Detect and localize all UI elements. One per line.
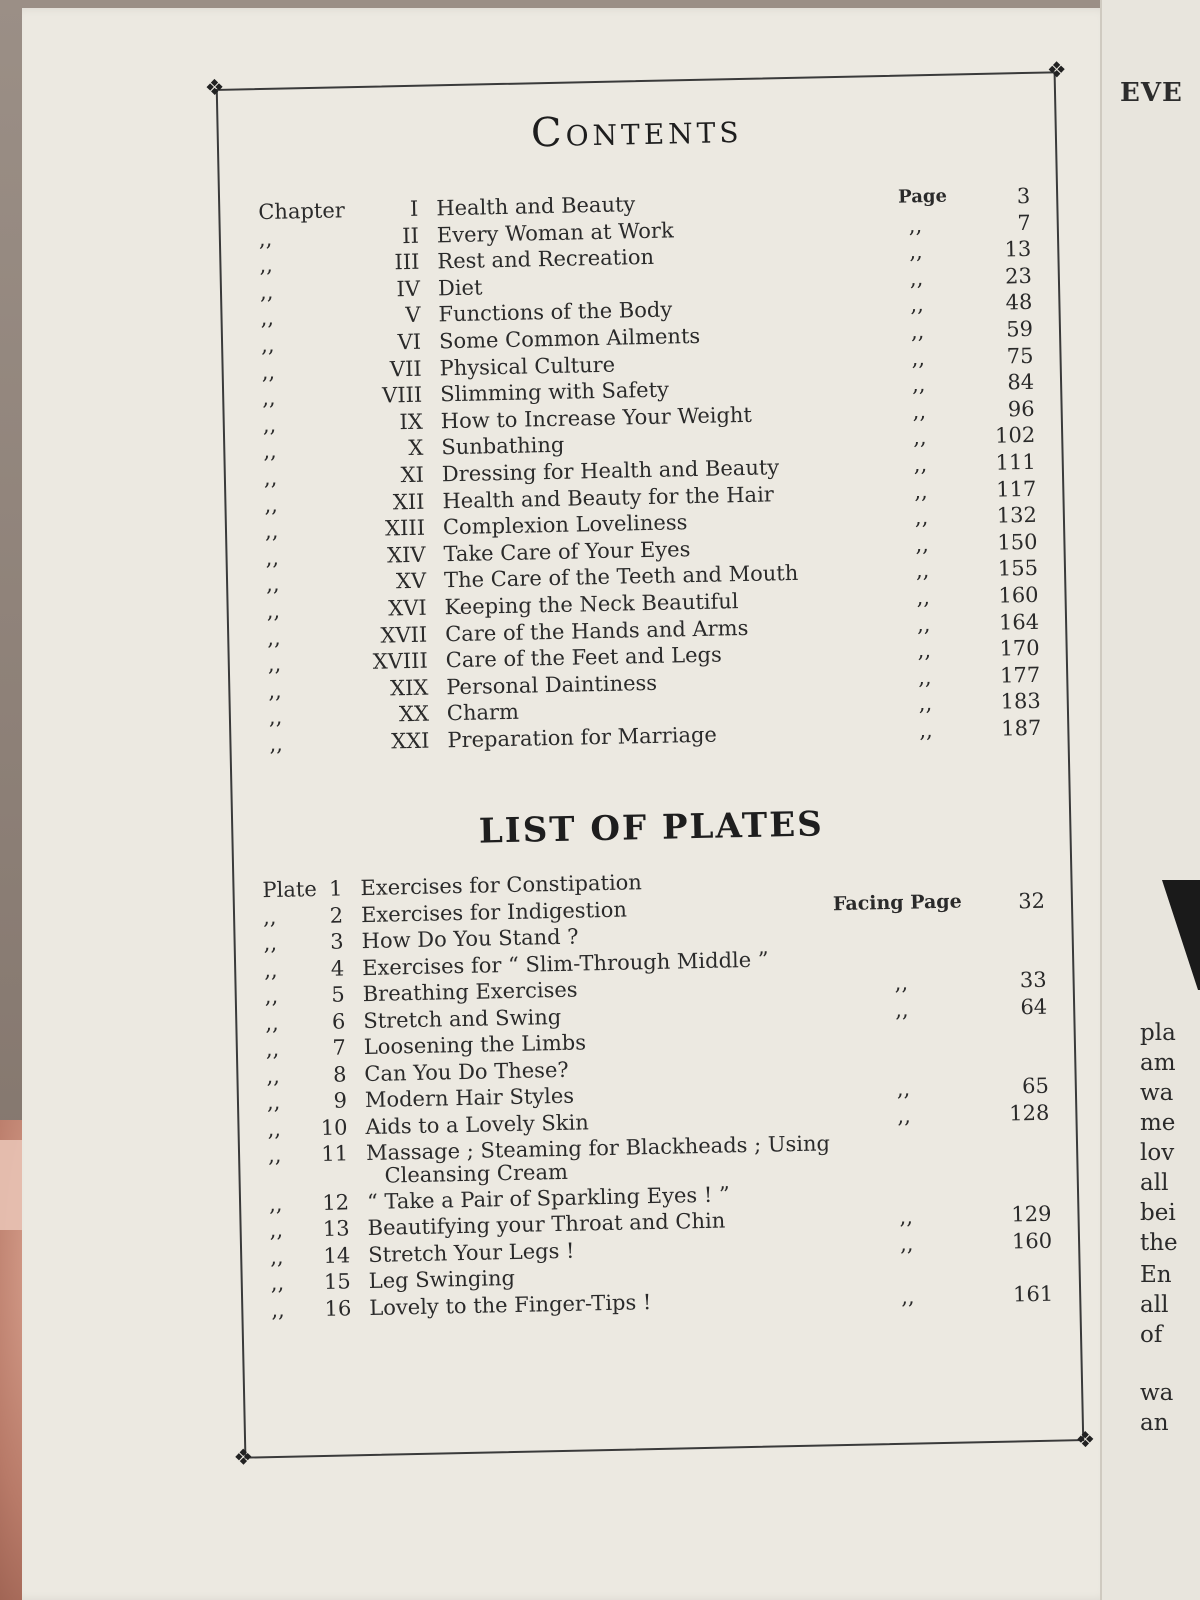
plate-number: 3 xyxy=(330,929,344,954)
ditto-mark: ,, xyxy=(909,239,923,264)
plate-number: 1 xyxy=(328,876,343,901)
facing-page-text: the xyxy=(1140,1230,1178,1256)
plate-page: 65 xyxy=(1021,1073,1050,1099)
chapter-label: ,, xyxy=(258,226,273,251)
ditto-mark: ,, xyxy=(899,1231,914,1256)
chapter-title: Health and Beauty xyxy=(436,192,636,221)
plate-label: ,, xyxy=(266,1089,281,1115)
chapter-title: Complexion Loveliness xyxy=(442,510,688,540)
chapter-number: XII xyxy=(392,489,425,514)
chapter-page: 183 xyxy=(1000,689,1042,715)
chapter-number: VII xyxy=(389,356,422,381)
plate-title: “ Take a Pair of Sparkling Eyes ! ” xyxy=(366,1181,730,1214)
plate-label: ,, xyxy=(271,1297,285,1322)
ditto-mark: ,, xyxy=(897,1103,912,1128)
drop-cap xyxy=(1162,880,1200,990)
plate-title: Loosening the Limbs xyxy=(363,1030,587,1060)
plate-label: ,, xyxy=(263,930,278,956)
facing-page-header: EVE xyxy=(1120,78,1183,108)
plate-title: Beautifying your Throat and Chin xyxy=(367,1208,726,1241)
chapter-title: Charm xyxy=(446,700,520,726)
chapter-number: II xyxy=(402,223,420,248)
plate-title: Stretch Your Legs ! xyxy=(367,1238,575,1267)
chapter-number: XXI xyxy=(390,728,430,754)
plate-page: 32 xyxy=(1017,888,1046,913)
facing-page-text: all xyxy=(1140,1170,1169,1196)
chapter-label: ,, xyxy=(265,572,280,597)
ditto-mark: ,, xyxy=(918,691,933,716)
facing-page-text: En xyxy=(1140,1262,1172,1288)
chapter-page: 132 xyxy=(996,503,1038,528)
chapter-number: XVIII xyxy=(372,648,429,674)
ditto-mark: ,, xyxy=(917,638,932,663)
chapter-page: 111 xyxy=(995,449,1036,475)
ditto-mark: ,, xyxy=(919,718,933,743)
chapter-page: 84 xyxy=(1007,370,1035,395)
chapter-label: ,, xyxy=(264,518,279,544)
plate-label: ,, xyxy=(270,1270,285,1296)
plate-title: Aids to a Lovely Skin xyxy=(365,1109,589,1139)
plate-number: 4 xyxy=(330,955,345,981)
chapter-title: Slimming with Safety xyxy=(439,377,670,407)
chapter-title: Personal Daintiness xyxy=(446,670,658,700)
plate-number: 15 xyxy=(323,1269,351,1294)
facing-page-text: all xyxy=(1140,1292,1169,1318)
chapter-number: XVII xyxy=(380,622,428,648)
plate-number: 6 xyxy=(331,1008,346,1034)
chapter-label: ,, xyxy=(259,279,274,304)
chapter-number: XIII xyxy=(384,515,426,541)
plate-label: Plate xyxy=(262,877,318,903)
facing-page-text: pla xyxy=(1140,1020,1176,1046)
chapter-title: Sunbathing xyxy=(441,433,565,460)
chapter-title: Physical Culture xyxy=(439,352,616,380)
plate-page: 161 xyxy=(1012,1281,1054,1307)
chapter-label: ,, xyxy=(266,598,281,623)
chapter-label: ,, xyxy=(268,678,282,703)
chapter-title: Preparation for Marriage xyxy=(447,722,718,753)
facing-page-text: bei xyxy=(1140,1200,1176,1226)
facing-page-text: of xyxy=(1140,1322,1163,1348)
ditto-mark: ,, xyxy=(914,478,928,503)
ditto-mark: ,, xyxy=(913,452,928,477)
chapter-label: ,, xyxy=(261,385,276,411)
chapter-page: 187 xyxy=(1000,715,1042,741)
chapter-title: Some Common Ailments xyxy=(438,323,701,354)
chapter-label: ,, xyxy=(269,731,284,756)
plate-number: 5 xyxy=(331,982,345,1007)
ditto-mark: ,, xyxy=(912,425,927,450)
plate-number: 14 xyxy=(323,1242,351,1268)
chapter-title: Functions of the Body xyxy=(438,297,673,327)
chapter-title: Rest and Recreation xyxy=(437,244,655,274)
chapter-number: I xyxy=(409,196,419,221)
facing-page xyxy=(1100,0,1200,1600)
plate-number: 2 xyxy=(329,902,344,928)
plate-label: ,, xyxy=(269,1244,284,1269)
chapter-page: 150 xyxy=(997,529,1038,555)
contents-frame xyxy=(204,58,1096,1471)
chapter-title: Health and Beauty for the Hair xyxy=(442,481,775,513)
ditto-mark: ,, xyxy=(917,664,932,690)
chapter-page: 75 xyxy=(1006,343,1034,369)
plate-label: ,, xyxy=(268,1191,283,1216)
ditto-mark: ,, xyxy=(911,372,926,397)
plate-label: ,, xyxy=(267,1142,282,1168)
chapter-number: III xyxy=(394,249,420,275)
plate-number: 13 xyxy=(322,1216,350,1241)
facing-page-label: Facing Page xyxy=(832,890,962,915)
chapter-page: 7 xyxy=(1017,210,1031,235)
plate-title: Lovely to the Finger-Tips ! xyxy=(369,1289,652,1320)
chapter-number: XV xyxy=(395,569,427,594)
ditto-mark: ,, xyxy=(912,398,927,424)
corner-ornament-icon: ❖ xyxy=(233,1445,254,1471)
plate-title: Leg Swinging xyxy=(368,1265,516,1294)
chapter-page: 23 xyxy=(1004,263,1033,289)
plate-number: 9 xyxy=(333,1088,348,1113)
chapter-number: XX xyxy=(398,702,430,727)
facing-page-text: wa xyxy=(1140,1080,1174,1106)
chapter-number: IX xyxy=(399,409,424,434)
plate-number: 7 xyxy=(332,1035,347,1060)
chapter-number: XIV xyxy=(386,542,426,568)
plate-page: 64 xyxy=(1020,994,1048,1019)
chapter-page: 102 xyxy=(994,423,1036,449)
plate-label: ,, xyxy=(266,1063,281,1088)
plate-title: How Do You Stand ? xyxy=(361,924,579,954)
chapter-number: VIII xyxy=(381,382,423,408)
facing-page-text: am xyxy=(1140,1050,1176,1076)
plate-title: Exercises for “ Slim-Through Middle ” xyxy=(361,947,769,980)
plate-title: Can You Do These? xyxy=(364,1057,569,1086)
facing-page-text: lov xyxy=(1140,1140,1175,1166)
plate-number: 8 xyxy=(332,1061,347,1087)
chapter-label: ,, xyxy=(266,625,281,650)
ditto-mark: ,, xyxy=(910,319,925,344)
chapter-page: 155 xyxy=(997,556,1039,582)
chapter-page: 160 xyxy=(998,582,1039,608)
chapter-label: ,, xyxy=(267,651,282,677)
ditto-mark: ,, xyxy=(915,531,930,557)
facing-page-text: me xyxy=(1140,1110,1176,1136)
chapter-title: Every Woman at Work xyxy=(436,217,674,247)
ditto-mark: ,, xyxy=(900,1284,915,1309)
plate-label: ,, xyxy=(269,1217,284,1243)
ditto-mark: ,, xyxy=(914,505,929,530)
chapter-title: Take Care of Your Eyes xyxy=(443,536,691,567)
chapter-page: 177 xyxy=(999,662,1041,688)
plate-page: 160 xyxy=(1011,1228,1053,1254)
contents-title: Contents xyxy=(530,105,743,157)
chapter-page: 164 xyxy=(998,609,1040,635)
plate-number: 10 xyxy=(320,1114,348,1140)
chapter-title: Keeping the Neck Beautiful xyxy=(444,589,739,620)
chapter-label: ,, xyxy=(263,439,277,464)
chapter-label: Chapter xyxy=(258,198,346,225)
plate-number: 16 xyxy=(324,1295,352,1321)
plate-label: ,, xyxy=(264,983,279,1009)
ditto-mark: ,, xyxy=(915,558,930,583)
chapter-title: Care of the Feet and Legs xyxy=(445,642,723,673)
chapter-number: XVI xyxy=(387,595,427,621)
page-header: Page xyxy=(897,185,948,208)
plate-title: Modern Hair Styles xyxy=(364,1083,575,1113)
chapter-number: V xyxy=(405,303,421,328)
chapter-label: ,, xyxy=(263,465,278,491)
plates-title: LIST OF PLATES xyxy=(478,804,825,852)
chapter-title: How to Increase Your Weight xyxy=(440,402,753,434)
plate-title-continuation: Cleansing Cream xyxy=(384,1159,569,1188)
plate-label: ,, xyxy=(267,1116,282,1141)
chapter-page: 59 xyxy=(1005,316,1034,342)
plate-number: 12 xyxy=(322,1189,350,1215)
plate-title: Exercises for Constipation xyxy=(360,870,643,901)
ditto-mark: ,, xyxy=(916,585,931,610)
plate-label: ,, xyxy=(265,1036,280,1062)
chapter-page: 48 xyxy=(1005,290,1033,315)
ditto-mark: ,, xyxy=(909,265,924,291)
plate-page: 129 xyxy=(1011,1201,1052,1227)
ditto-mark: ,, xyxy=(896,1076,911,1101)
chapter-title: Diet xyxy=(437,275,483,301)
plate-page: 128 xyxy=(1009,1100,1050,1126)
ditto-mark: ,, xyxy=(911,345,926,371)
corner-ornament-icon: ❖ xyxy=(1046,58,1067,84)
facing-page-text: wa xyxy=(1140,1380,1174,1406)
chapter-label: ,, xyxy=(259,252,274,278)
corner-ornament-icon: ❖ xyxy=(1075,1427,1096,1454)
plate-number: 11 xyxy=(321,1141,349,1166)
ditto-mark: ,, xyxy=(894,970,909,995)
chapter-label: ,, xyxy=(260,306,275,331)
plate-label: ,, xyxy=(265,1010,279,1035)
plate-title: Massage ; Steaming for Blackheads ; Using xyxy=(365,1131,831,1166)
ditto-mark: ,, xyxy=(916,611,931,636)
chapter-number: XIX xyxy=(389,675,429,701)
chapter-label: ,, xyxy=(265,545,280,570)
chapter-number: XI xyxy=(400,462,425,488)
chapter-label: ,, xyxy=(261,359,276,384)
plate-label: ,, xyxy=(262,904,277,929)
chapter-label: ,, xyxy=(262,412,277,437)
plate-title: Breathing Exercises xyxy=(362,977,578,1007)
ditto-mark: ,, xyxy=(910,292,925,317)
plate-page: 33 xyxy=(1019,967,1047,993)
chapter-page: 170 xyxy=(999,636,1040,661)
ditto-mark: ,, xyxy=(908,212,923,238)
chapter-title: The Care of the Teeth and Mouth xyxy=(443,561,799,593)
chapter-title: Care of the Hands and Arms xyxy=(444,615,749,646)
ditto-mark: ,, xyxy=(894,997,909,1022)
chapter-page: 3 xyxy=(1016,183,1031,209)
chapter-page: 117 xyxy=(995,476,1037,502)
chapter-title: Dressing for Health and Beauty xyxy=(441,455,780,487)
plate-title: Exercises for Indigestion xyxy=(360,897,628,927)
chapter-page: 96 xyxy=(1007,396,1035,422)
chapter-number: VI xyxy=(397,329,422,355)
chapter-label: ,, xyxy=(268,705,283,730)
chapter-number: IV xyxy=(396,276,421,301)
chapter-number: X xyxy=(408,436,424,461)
corner-ornament-icon: ❖ xyxy=(204,75,225,102)
ditto-mark: ,, xyxy=(899,1204,914,1229)
chapter-label: ,, xyxy=(260,332,275,358)
plate-title: Stretch and Swing xyxy=(363,1004,562,1033)
plate-label: ,, xyxy=(263,957,278,982)
chapter-page: 13 xyxy=(1004,237,1032,262)
facing-page-text: an xyxy=(1140,1410,1169,1436)
chapter-label: ,, xyxy=(264,492,279,517)
